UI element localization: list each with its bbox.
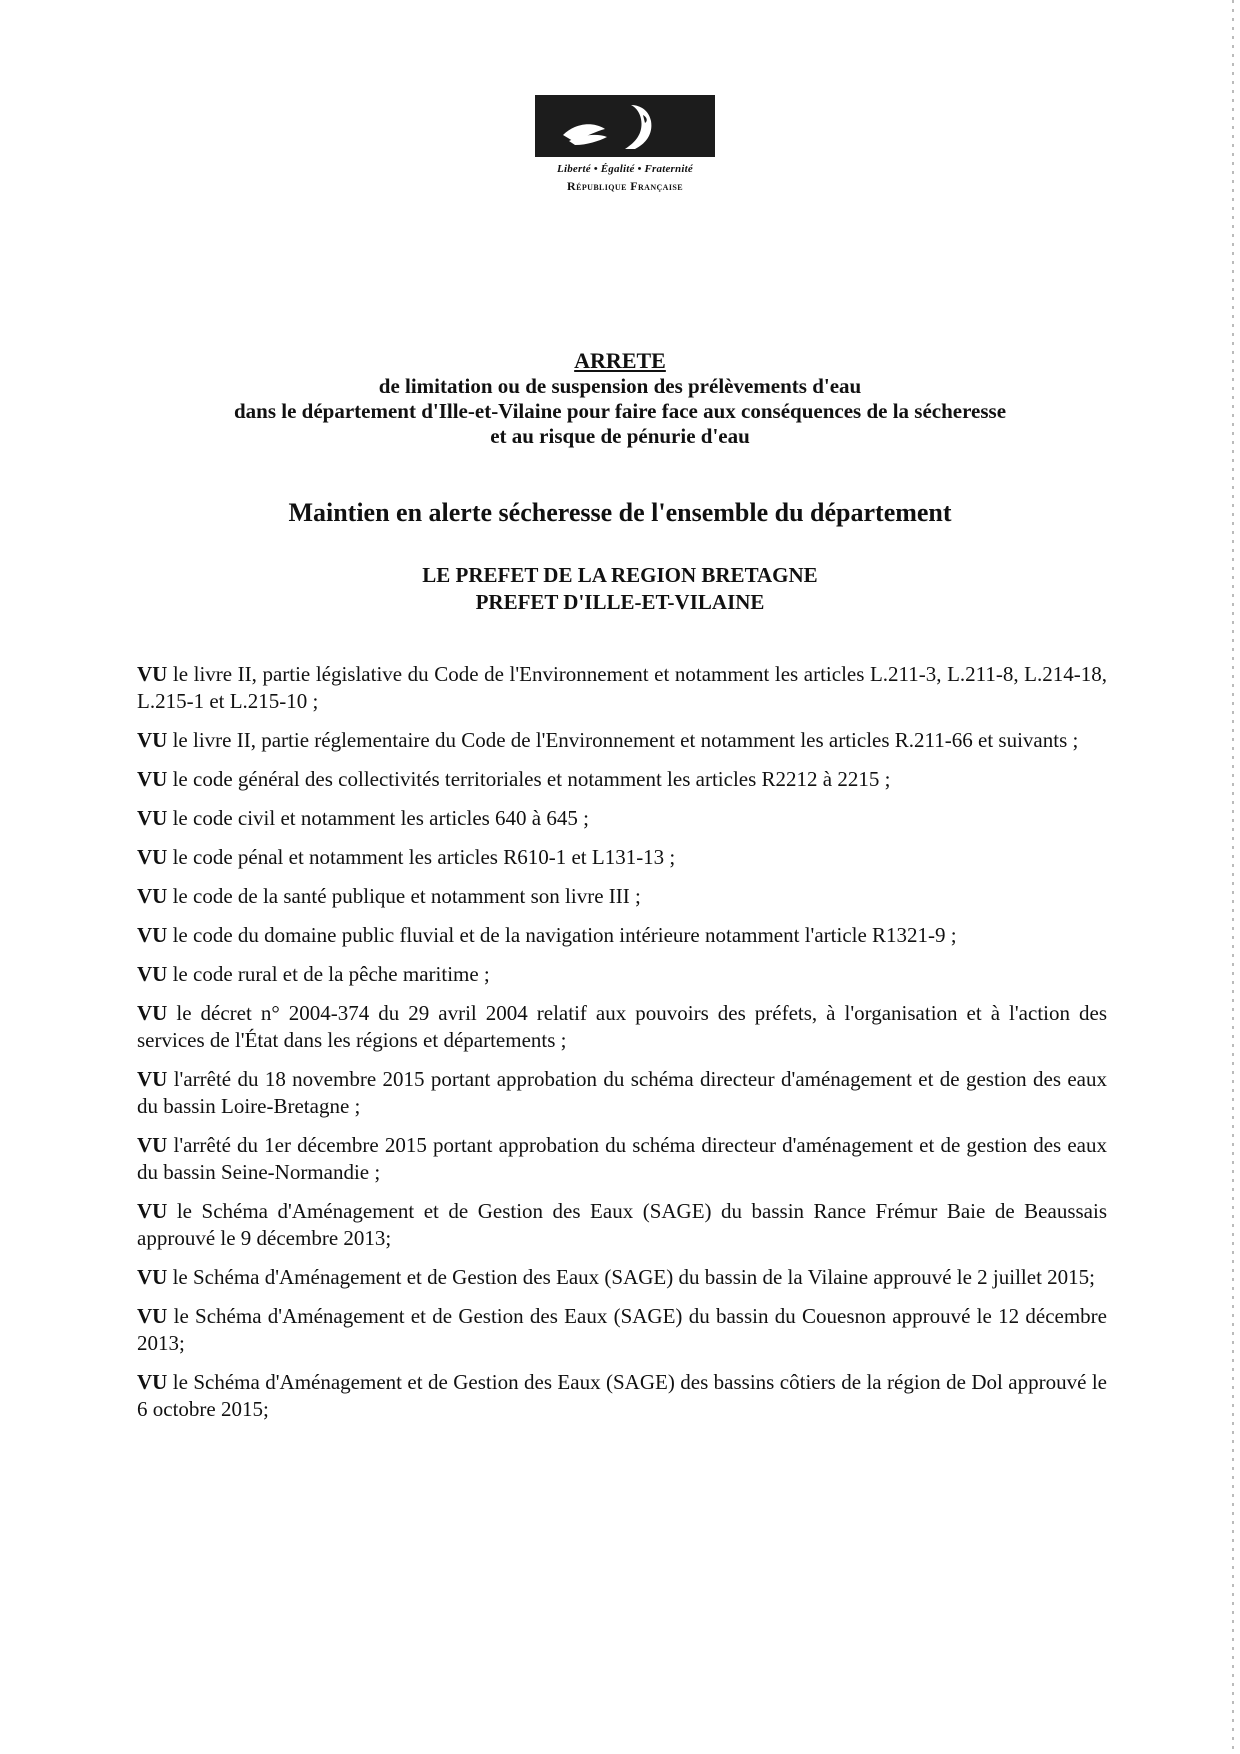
visa-item <box>137 1198 1107 1252</box>
prefet-line-1: LE PREFET DE LA REGION BRETAGNE <box>422 563 818 587</box>
visa-item <box>137 844 1107 871</box>
decree-subtitle-line-3: et au risque de pénurie d'eau <box>490 424 750 448</box>
visa-keyword: VU <box>137 884 168 908</box>
visa-keyword: VU <box>137 1067 168 1091</box>
marianne-emblem-icon <box>535 95 715 157</box>
decree-title-block <box>0 348 1240 449</box>
prefet-line-2: PREFET D'ILLE-ET-VILAINE <box>475 590 765 614</box>
visa-item <box>137 805 1107 832</box>
visa-list <box>137 661 1107 1435</box>
visa-keyword: VU <box>137 923 168 947</box>
visa-text: le Schéma d'Aménagement et de Gestion des Eaux (SAGE) des bassins côtiers de la région de Dol approuvé le 6 octobre 2015; <box>137 1370 1107 1421</box>
visa-item <box>137 961 1107 988</box>
decree-subtitle-line-1: de limitation ou de suspension des prélèvements d'eau <box>378 374 862 398</box>
alert-status-heading: Maintien en alerte sécheresse de l'ensemble du département <box>288 498 952 527</box>
visa-text: le code rural et de la pêche maritime ; <box>167 962 490 986</box>
visa-item <box>137 1303 1107 1357</box>
visa-keyword: VU <box>137 806 168 830</box>
visa-keyword: VU <box>137 1133 168 1157</box>
visa-text: le code du domaine public fluvial et de la navigation intérieure notamment l'article R1321-9 ; <box>167 923 957 947</box>
visa-item <box>137 922 1107 949</box>
visa-item <box>137 1369 1107 1423</box>
visa-text: le livre II, partie réglementaire du Code de l'Environnement et notamment les articles R.211-66 et suivants ; <box>167 728 1079 752</box>
visa-keyword: VU <box>137 1304 168 1328</box>
visa-item <box>137 661 1107 715</box>
visa-item <box>137 766 1107 793</box>
visa-keyword: VU <box>137 1001 168 1025</box>
visa-text: le code pénal et notamment les articles R610-1 et L131-13 ; <box>167 845 676 869</box>
republique-francaise-label: République Française <box>567 179 683 193</box>
visa-item <box>137 727 1107 754</box>
visa-text: le Schéma d'Aménagement et de Gestion des Eaux (SAGE) du bassin de la Vilaine approuvé le 2 juillet 2015; <box>167 1265 1095 1289</box>
marianne-logo <box>535 95 715 194</box>
visa-text: le livre II, partie législative du Code de l'Environnement et notamment les articles L.211-3, L.211-8, L.214-18, L.215-1 et L.215-10 ; <box>137 662 1107 713</box>
visa-keyword: VU <box>137 1370 168 1394</box>
decree-subtitle-line-2: dans le département d'Ille-et-Vilaine pour faire face aux conséquences de la sécheresse <box>233 399 1007 423</box>
republic-motto: Liberté • Égalité • Fraternité <box>557 163 693 175</box>
visa-text: le code civil et notamment les articles 640 à 645 ; <box>167 806 589 830</box>
visa-keyword: VU <box>137 1199 168 1223</box>
visa-item <box>137 1000 1107 1054</box>
visa-text: l'arrêté du 18 novembre 2015 portant approbation du schéma directeur d'aménagement et de gestion des eaux du bassin Loire-Bretagne ; <box>137 1067 1107 1118</box>
visa-text: le décret n° 2004-374 du 29 avril 2004 relatif aux pouvoirs des préfets, à l'organisation et à l'action des services de l'État dans les régions et départements ; <box>137 1001 1107 1052</box>
visa-item <box>137 1066 1107 1120</box>
visa-text: le code de la santé publique et notamment son livre III ; <box>167 884 641 908</box>
visa-text: le Schéma d'Aménagement et de Gestion des Eaux (SAGE) du bassin du Couesnon approuvé le 12 décembre 2013; <box>137 1304 1107 1355</box>
visa-keyword: VU <box>137 767 168 791</box>
visa-item <box>137 1132 1107 1186</box>
visa-keyword: VU <box>137 662 168 686</box>
visa-item <box>137 1264 1107 1291</box>
visa-text: le code général des collectivités territoriales et notamment les articles R2212 à 2215 ; <box>167 767 891 791</box>
visa-text: l'arrêté du 1er décembre 2015 portant approbation du schéma directeur d'aménagement et de gestion des eaux du bassin Seine-Normandie ; <box>137 1133 1107 1184</box>
visa-text: le Schéma d'Aménagement et de Gestion des Eaux (SAGE) du bassin Rance Frémur Baie de Beaussais approuvé le 9 décembre 2013; <box>137 1199 1107 1250</box>
prefet-heading <box>0 562 1240 616</box>
decree-heading: ARRETE <box>574 348 666 373</box>
visa-keyword: VU <box>137 845 168 869</box>
scan-edge-artifact <box>1232 0 1234 1754</box>
visa-keyword: VU <box>137 728 168 752</box>
visa-keyword: VU <box>137 962 168 986</box>
visa-item <box>137 883 1107 910</box>
visa-keyword: VU <box>137 1265 168 1289</box>
